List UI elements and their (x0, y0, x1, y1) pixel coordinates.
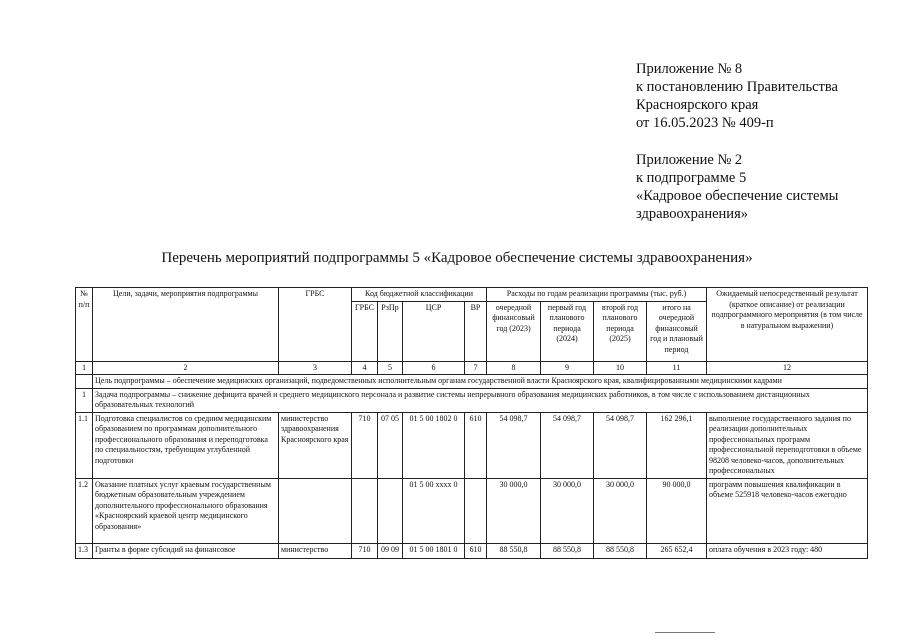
header-2025: второй год планового периода (2025) (594, 301, 647, 361)
row-2024: 88 550,8 (541, 543, 594, 558)
row-result: оплата обучения в 2023 году: 480 (707, 543, 868, 558)
header-vr: ВР (465, 301, 487, 361)
header-budget-code: Код бюджетной классификации (352, 288, 487, 302)
table-row (76, 412, 868, 478)
row-csr: 01 5 00 1801 0 (403, 543, 465, 558)
goal-text: Цель подпрограммы – обеспечение медицинских организаций, подведомственных исполнительным органам государственной власти Красноярского края, квалифицированными медицинскими кадрами (93, 375, 868, 389)
row-grbs: министерство здравоохранения Красноярского края (279, 412, 352, 478)
row-result: программ повышения квалификации в объеме 525918 человеко-часов ежегодно (707, 478, 868, 543)
row-2023: 88 550,8 (487, 543, 541, 558)
column-number: 1 (76, 361, 93, 375)
row-rzpr: 09 09 (378, 543, 403, 558)
header-total: итого на очередной финансовый год и плановый период (647, 301, 707, 361)
header-2023: очередной финансовый год (2023) (487, 301, 541, 361)
appendix-line: к постановлению Правительства (636, 79, 838, 95)
column-number: 4 (352, 361, 378, 375)
row-grbs-code: 710 (352, 412, 378, 478)
row-text: Подготовка специалистов со средним медицинским образованием по программам дополнительного профессионального образования и переподготовка по специальностям, требующим углубленной подготовки (93, 412, 279, 478)
goal-row (76, 375, 868, 389)
column-number: 11 (647, 361, 707, 375)
row-num: 1.1 (76, 412, 93, 478)
column-number: 8 (487, 361, 541, 375)
column-number: 3 (279, 361, 352, 375)
row-total: 162 296,1 (647, 412, 707, 478)
row-total: 90 000,0 (647, 478, 707, 543)
row-vr: 610 (465, 412, 487, 478)
header-num: № п/п (76, 288, 93, 362)
row-rzpr: 07 05 (378, 412, 403, 478)
row-2024: 30 000,0 (541, 478, 594, 543)
header-grbs-sub: ГРБС (352, 301, 378, 361)
row-grbs-code (352, 478, 378, 543)
appendix-line: «Кадровое обеспечение системы (636, 188, 839, 204)
column-number: 2 (93, 361, 279, 375)
appendix-header (636, 60, 838, 223)
row-grbs-code: 710 (352, 543, 378, 558)
task-row (76, 388, 868, 412)
header-goals: Цели, задачи, мероприятия подпрограммы (93, 288, 279, 362)
table-row (76, 478, 868, 543)
document-title: Перечень мероприятий подпрограммы 5 «Кадровое обеспечение системы здравоохранения» (161, 250, 753, 266)
row-num: 1.3 (76, 543, 93, 558)
row-2024: 54 098,7 (541, 412, 594, 478)
header-expenses: Расходы по годам реализации программы (тыс. руб.) (487, 288, 707, 302)
column-number: 12 (707, 361, 868, 375)
row-2023: 54 098,7 (487, 412, 541, 478)
task-num: 1 (76, 388, 93, 412)
header-2024: первый год планового периода (2024) (541, 301, 594, 361)
row-csr: 01 5 00 1802 0 (403, 412, 465, 478)
header-csr: ЦСР (403, 301, 465, 361)
appendix-line: Красноярского края (636, 97, 759, 113)
column-number-row (76, 361, 868, 375)
row-2025: 88 550,8 (594, 543, 647, 558)
measures-table (75, 287, 868, 559)
row-text: Оказание платных услуг краевым государственным бюджетным образовательным учреждением дополнительного профессионального образования «Красноярский краевой центр медицинского образования» (93, 478, 279, 543)
header-rzpr: РзПр (378, 301, 403, 361)
row-vr (465, 478, 487, 543)
appendix-line: от 16.05.2023 № 409-п (636, 115, 774, 131)
row-total: 265 652,4 (647, 543, 707, 558)
header-grbs: ГРБС (279, 288, 352, 362)
appendix-line: Приложение № 8 (636, 61, 743, 77)
table-row (76, 543, 868, 558)
appendix-line: здравоохранения» (636, 206, 748, 222)
column-number: 7 (465, 361, 487, 375)
row-csr: 01 5 00 хххх 0 (403, 478, 465, 543)
row-2023: 30 000,0 (487, 478, 541, 543)
column-number: 5 (378, 361, 403, 375)
column-number: 6 (403, 361, 465, 375)
column-number: 9 (541, 361, 594, 375)
header-row (76, 288, 868, 302)
scan-artifact-line (655, 632, 715, 633)
row-result: выполнение государственного задания по реализации дополнительных профессиональных программ профессиональной переподготовки в объеме 98208 человеко-часов, дополнительных профессиональных (707, 412, 868, 478)
row-grbs (279, 478, 352, 543)
row-2025: 30 000,0 (594, 478, 647, 543)
row-vr: 610 (465, 543, 487, 558)
row-rzpr (378, 478, 403, 543)
task-text: Задача подпрограммы – снижение дефицита врачей и среднего медицинского персонала и развитие системы непрерывного образования медицинских работников, в том числе с использованием дистанционных образовательных технологий (93, 388, 868, 412)
column-number: 10 (594, 361, 647, 375)
row-2025: 54 098,7 (594, 412, 647, 478)
appendix-line: к подпрограмме 5 (636, 170, 747, 186)
row-num: 1.2 (76, 478, 93, 543)
appendix-line: Приложение № 2 (636, 152, 743, 168)
row-grbs: министерство (279, 543, 352, 558)
header-result: Ожидаемый непосредственный результат (краткое описание) от реализации подпрограммного мероприятия (в том числе в натуральном выражении) (707, 288, 868, 362)
row-text: Гранты в форме субсидий на финансовое (93, 543, 279, 558)
